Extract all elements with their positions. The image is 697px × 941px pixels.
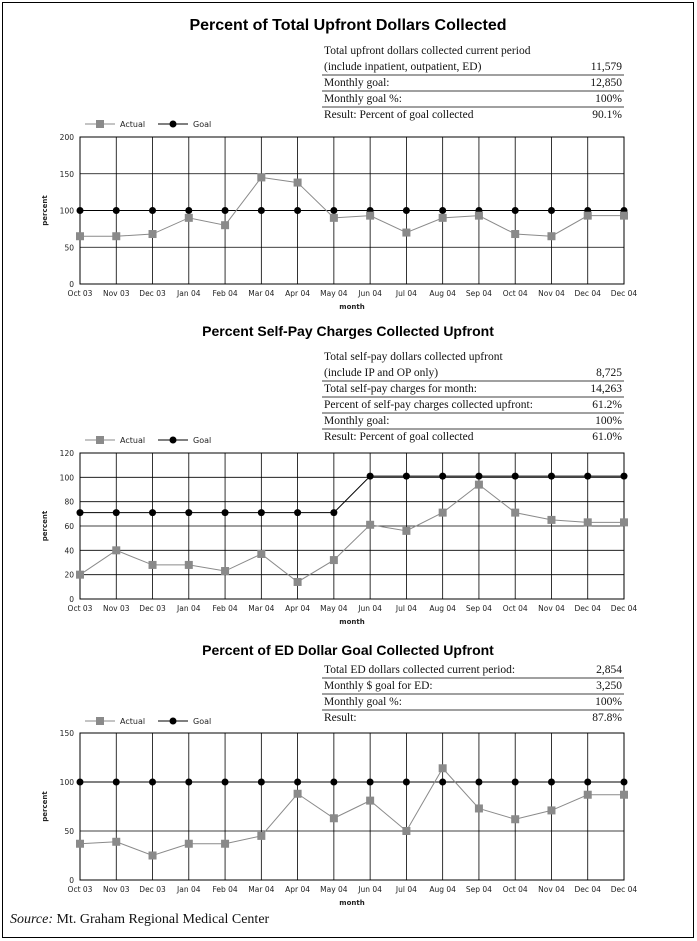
goal-point	[258, 509, 265, 516]
actual-point	[620, 791, 628, 799]
actual-point	[149, 561, 157, 569]
goal-point	[548, 779, 555, 786]
goal-point	[512, 207, 519, 214]
legend-actual-marker	[96, 120, 104, 128]
x-tick-label: Nov 04	[538, 604, 565, 613]
x-tick-label: Feb 04	[212, 885, 238, 894]
legend-goal-marker	[170, 718, 177, 725]
legend-goal-label: Goal	[193, 717, 212, 726]
x-axis-label: month	[339, 618, 365, 626]
stats-row-label: Monthly goal:	[324, 77, 390, 89]
stats-row-label: Total self-pay charges for month:	[324, 383, 477, 395]
goal-point	[548, 473, 555, 480]
series-goal	[77, 473, 628, 516]
goal-point	[294, 207, 301, 214]
x-tick-label: Sep 04	[465, 604, 492, 613]
actual-point	[366, 521, 374, 529]
goal-point	[113, 207, 120, 214]
actual-point	[185, 214, 193, 222]
goal-point	[475, 779, 482, 786]
actual-point	[511, 509, 519, 517]
actual-point	[584, 518, 592, 526]
goal-point	[222, 509, 229, 516]
x-tick-label: Dec 03	[139, 604, 166, 613]
goal-point	[330, 207, 337, 214]
legend-actual-label: Actual	[120, 717, 146, 726]
plot-area	[41, 133, 637, 311]
stats-row-label: Monthly goal %:	[324, 93, 402, 105]
actual-point	[330, 556, 338, 564]
legend-goal-marker	[170, 437, 177, 444]
stats-row-value: 61.2%	[592, 399, 622, 411]
goal-point	[185, 509, 192, 516]
x-tick-label: Dec 04	[610, 885, 638, 894]
stats-row-value: 61.0%	[592, 431, 622, 443]
actual-point	[402, 827, 410, 835]
y-tick-label: 200	[59, 133, 74, 142]
x-tick-label: Jul 04	[395, 885, 417, 894]
y-tick-label: 80	[64, 497, 74, 507]
stats-row-label: Total self-pay dollars collected upfront	[324, 351, 503, 363]
x-tick-label: Nov 03	[102, 885, 130, 894]
stats-row-value: 87.8%	[592, 712, 622, 724]
x-tick-label: Dec 04	[610, 289, 638, 298]
y-tick-label: 0	[69, 876, 74, 885]
stats-row-label: Result: Percent of goal collected	[324, 431, 474, 443]
series-actual	[76, 173, 628, 240]
x-tick-label: Aug 04	[429, 604, 456, 613]
x-axis-label: month	[339, 303, 365, 311]
y-tick-label: 40	[64, 546, 74, 556]
plot-border	[80, 733, 624, 880]
stats-row-value: 12,850	[590, 77, 622, 89]
goal-point	[475, 473, 482, 480]
actual-point	[584, 212, 592, 220]
actual-point	[257, 173, 265, 181]
stats-row-label: Total upfront dollars collected current period	[324, 45, 531, 57]
goal-point	[185, 779, 192, 786]
x-tick-label: Jul 04	[395, 604, 417, 613]
actual-point	[330, 214, 338, 222]
chart-legend	[85, 436, 211, 445]
goal-point	[439, 779, 446, 786]
x-tick-label: Aug 04	[429, 885, 456, 894]
stats-table	[322, 664, 624, 724]
actual-point	[112, 546, 120, 554]
chart-title: Percent of Total Upfront Dollars Collected	[189, 17, 507, 34]
stats-row-label: (include IP and OP only)	[324, 367, 439, 379]
x-tick-label: Dec 04	[574, 289, 601, 298]
actual-point	[547, 516, 555, 524]
goal-point	[439, 473, 446, 480]
legend-goal-marker	[170, 121, 177, 128]
x-tick-label: Oct 03	[67, 289, 93, 298]
actual-point	[439, 509, 447, 517]
goal-point	[584, 473, 591, 480]
actual-point	[366, 212, 374, 220]
series-actual	[76, 764, 628, 859]
x-tick-label: Mar 04	[248, 604, 275, 613]
plot-area	[41, 449, 637, 626]
x-tick-label: Nov 03	[102, 604, 130, 613]
x-tick-label: May 04	[320, 289, 348, 298]
actual-point	[185, 840, 193, 848]
x-tick-label: Sep 04	[465, 289, 492, 298]
stats-row-label: Monthly goal %:	[324, 696, 402, 708]
goal-point	[185, 207, 192, 214]
x-tick-label: Feb 04	[212, 289, 238, 298]
chart-1	[41, 17, 637, 311]
goal-point	[512, 779, 519, 786]
chart-title: Percent of ED Dollar Goal Collected Upfront	[202, 642, 494, 658]
stats-table	[322, 45, 624, 121]
actual-point	[511, 230, 519, 238]
actual-line	[80, 485, 624, 582]
actual-point	[511, 815, 519, 823]
actual-point	[149, 852, 157, 860]
stats-row-value: 100%	[595, 93, 622, 105]
actual-point	[402, 527, 410, 535]
goal-point	[149, 779, 156, 786]
source-text: Mt. Graham Regional Medical Center	[53, 912, 270, 927]
chart-legend	[85, 120, 211, 129]
x-tick-label: Dec 03	[139, 289, 166, 298]
goal-point	[77, 779, 84, 786]
source-note	[10, 912, 269, 928]
x-tick-label: Jan 04	[177, 885, 201, 894]
x-tick-label: Jun 04	[358, 604, 382, 613]
x-tick-label: Oct 03	[67, 604, 93, 613]
stats-row-label: Total ED dollars collected current period:	[324, 664, 516, 676]
legend-goal-label: Goal	[193, 120, 212, 129]
stats-row-label: Percent of self-pay charges collected upfront:	[324, 399, 533, 411]
actual-point	[221, 840, 229, 848]
x-tick-label: Feb 04	[212, 604, 238, 613]
stats-row-value: 3,250	[596, 680, 622, 692]
y-tick-label: 100	[59, 206, 74, 216]
actual-point	[402, 229, 410, 237]
series-goal	[77, 207, 628, 214]
x-tick-label: Nov 03	[102, 289, 130, 298]
actual-line	[80, 177, 624, 236]
actual-point	[475, 804, 483, 812]
legend-actual-marker	[96, 717, 104, 725]
actual-point	[439, 214, 447, 222]
series-actual	[76, 481, 628, 586]
goal-point	[330, 509, 337, 516]
legend-actual-label: Actual	[120, 436, 146, 445]
stats-row-value: 100%	[595, 415, 622, 427]
goal-point	[222, 207, 229, 214]
y-tick-label: 120	[59, 449, 74, 458]
plot-area	[41, 729, 637, 907]
y-tick-label: 20	[64, 570, 74, 580]
stats-row-value: 90.1%	[592, 109, 622, 121]
stats-row-value: 100%	[595, 696, 622, 708]
y-axis-label: percent	[41, 791, 49, 822]
goal-point	[403, 207, 410, 214]
legend-actual-label: Actual	[120, 120, 146, 129]
stats-table	[322, 351, 624, 443]
x-tick-label: Nov 04	[538, 289, 565, 298]
x-tick-label: Apr 04	[285, 604, 311, 613]
y-tick-label: 150	[59, 169, 74, 179]
y-tick-label: 100	[59, 778, 74, 787]
x-tick-label: Oct 03	[67, 885, 93, 894]
goal-point	[621, 473, 628, 480]
y-tick-label: 100	[59, 473, 74, 483]
goal-point	[258, 207, 265, 214]
actual-point	[620, 518, 628, 526]
y-tick-label: 150	[59, 729, 74, 738]
actual-point	[294, 790, 302, 798]
x-tick-label: Dec 04	[574, 604, 601, 613]
x-tick-label: May 04	[320, 604, 348, 613]
x-tick-label: Apr 04	[285, 289, 311, 298]
goal-point	[330, 779, 337, 786]
goal-point	[149, 509, 156, 516]
actual-point	[584, 791, 592, 799]
x-tick-label: Jan 04	[177, 289, 201, 298]
actual-point	[76, 232, 84, 240]
chart-title: Percent Self-Pay Charges Collected Upfront	[202, 323, 494, 339]
x-tick-label: Apr 04	[285, 885, 311, 894]
actual-point	[475, 481, 483, 489]
x-tick-label: Mar 04	[248, 289, 275, 298]
x-tick-label: Jun 04	[358, 885, 382, 894]
stats-row-label: Monthly goal:	[324, 415, 390, 427]
actual-point	[149, 230, 157, 238]
stats-row-label: Monthly $ goal for ED:	[324, 680, 433, 692]
actual-point	[257, 832, 265, 840]
actual-point	[366, 797, 374, 805]
y-tick-label: 0	[69, 595, 74, 604]
y-tick-label: 50	[64, 243, 74, 253]
actual-point	[112, 838, 120, 846]
actual-point	[620, 212, 628, 220]
goal-point	[113, 509, 120, 516]
goal-point	[403, 473, 410, 480]
goal-point	[258, 779, 265, 786]
goal-point	[77, 207, 84, 214]
actual-point	[547, 232, 555, 240]
actual-point	[257, 550, 265, 558]
stats-row-label: Result:	[324, 712, 357, 724]
chart-2	[41, 323, 637, 626]
x-tick-label: Oct 04	[502, 885, 528, 894]
actual-point	[294, 578, 302, 586]
x-tick-label: Aug 04	[429, 289, 456, 298]
x-tick-label: Sep 04	[465, 885, 492, 894]
actual-line	[80, 768, 624, 855]
actual-point	[547, 806, 555, 814]
y-tick-label: 50	[64, 827, 74, 836]
x-tick-label: Oct 04	[502, 604, 528, 613]
goal-point	[621, 779, 628, 786]
x-tick-label: Mar 04	[248, 885, 275, 894]
chart-legend	[85, 717, 211, 726]
stats-row-label: Result: Percent of goal collected	[324, 109, 474, 121]
actual-point	[185, 561, 193, 569]
stats-row-value: 14,263	[590, 383, 622, 395]
y-axis-label: percent	[41, 510, 49, 542]
actual-point	[112, 232, 120, 240]
y-tick-label: 0	[69, 280, 74, 289]
x-axis-label: month	[339, 899, 365, 907]
x-tick-label: Dec 04	[574, 885, 601, 894]
goal-point	[439, 207, 446, 214]
x-tick-label: Jan 04	[177, 604, 201, 613]
actual-point	[76, 840, 84, 848]
stats-row-value: 2,854	[596, 664, 622, 676]
actual-point	[76, 571, 84, 579]
legend-goal-label: Goal	[193, 436, 212, 445]
stats-row-value: 11,579	[590, 61, 622, 73]
goal-point	[512, 473, 519, 480]
goal-point	[222, 779, 229, 786]
y-axis-label: percent	[41, 195, 49, 226]
goal-point	[548, 207, 555, 214]
actual-point	[439, 764, 447, 772]
goal-point	[403, 779, 410, 786]
actual-point	[330, 814, 338, 822]
source-label: Source:	[10, 912, 54, 927]
actual-point	[294, 179, 302, 187]
legend-actual-marker	[96, 436, 104, 444]
x-tick-label: Jun 04	[358, 289, 382, 298]
goal-point	[367, 779, 374, 786]
x-tick-label: Jul 04	[395, 289, 417, 298]
goal-line	[80, 476, 624, 512]
x-tick-label: Dec 04	[610, 604, 638, 613]
series-goal	[77, 779, 628, 786]
x-tick-label: Oct 04	[502, 289, 528, 298]
y-tick-label: 60	[64, 522, 74, 531]
goal-point	[584, 779, 591, 786]
goal-point	[367, 473, 374, 480]
goal-point	[294, 779, 301, 786]
stats-row-label: (include inpatient, outpatient, ED)	[324, 61, 482, 73]
goal-point	[294, 509, 301, 516]
goal-point	[113, 779, 120, 786]
x-tick-label: Nov 04	[538, 885, 565, 894]
x-tick-label: May 04	[320, 885, 348, 894]
actual-point	[221, 567, 229, 575]
actual-point	[221, 221, 229, 229]
chart-3	[41, 642, 637, 907]
x-tick-label: Dec 03	[139, 885, 166, 894]
actual-point	[475, 212, 483, 220]
goal-point	[77, 509, 84, 516]
goal-point	[149, 207, 156, 214]
stats-row-value: 8,725	[596, 367, 622, 379]
